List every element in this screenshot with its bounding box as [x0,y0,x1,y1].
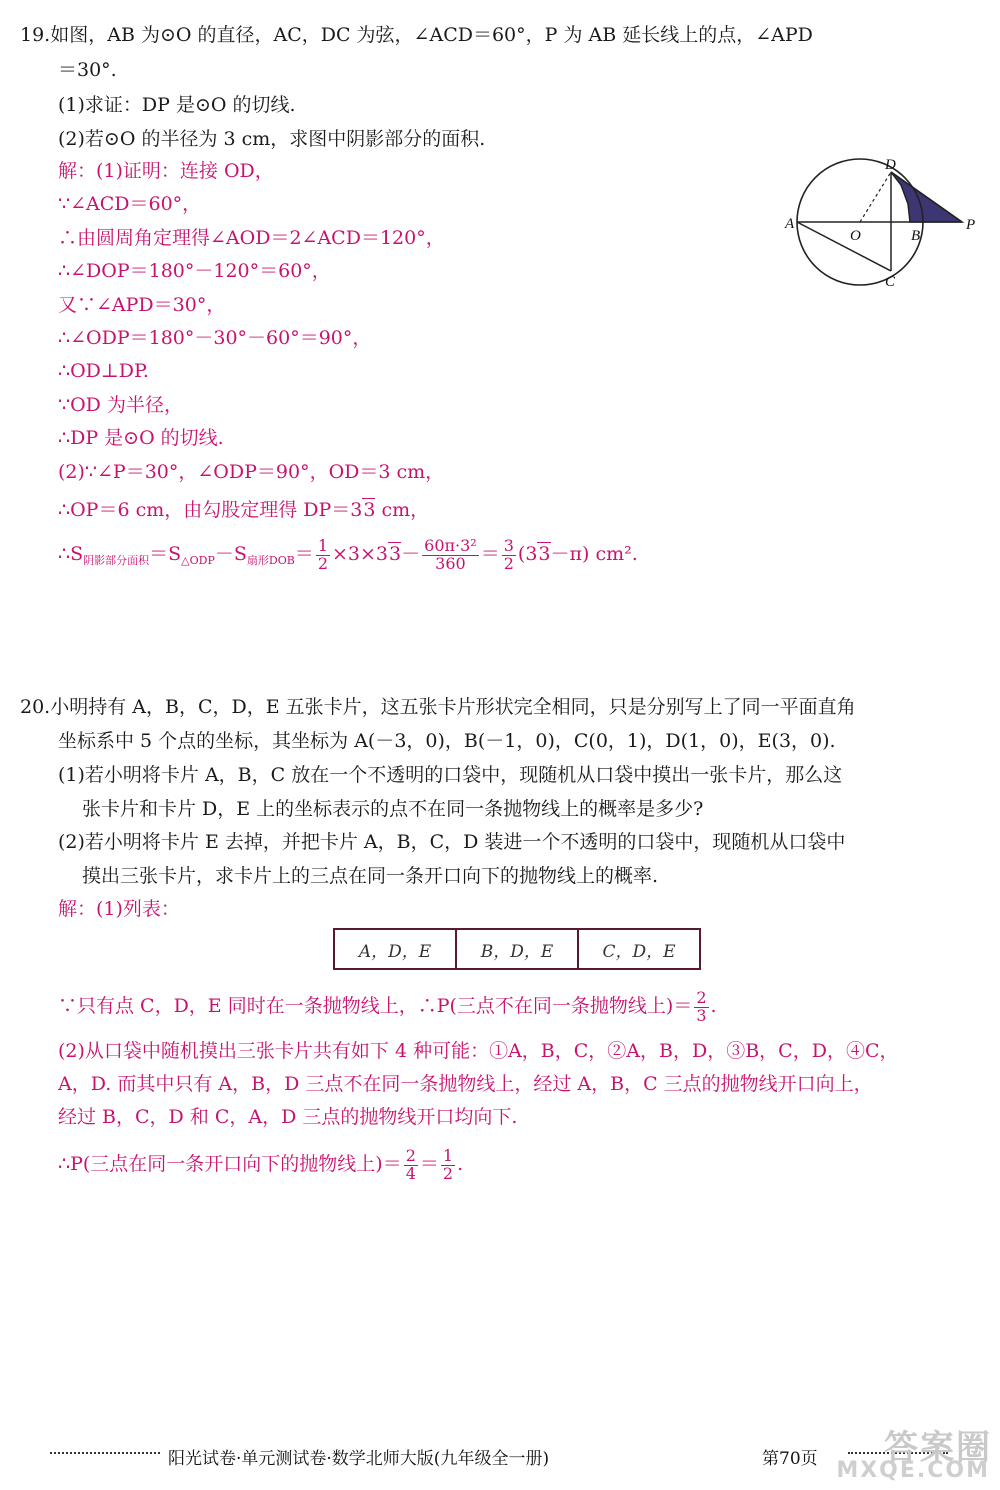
q20-stem-line2: 坐标系中 5 个点的坐标，其坐标为 A(－3，0)，B(－1，0)，C(0，1)，D(1，0)，E(3，0). [58,730,836,752]
q20-because: ∵只有点 C，D，E 同时在一条抛物线上，∴P(三点不在同一条抛物线上)＝ [58,995,693,1017]
table-cell: A，D，E [334,929,456,969]
q19-stem-line1 [20,22,813,48]
label-b: B [911,228,921,244]
q19-part1: (1)求证：DP 是⊙O 的切线. [58,94,296,116]
q19-sol-0: 解：(1)证明：连接 OD， [58,160,274,182]
q20-final-line [58,1144,463,1184]
q20-final-frac1 [404,1145,418,1183]
q19-stem-line2: ＝30°. [58,59,117,81]
area-tail-a: (3 [517,543,538,565]
area-frac1-num: 1 [317,535,328,555]
q19-area-formula [58,534,638,581]
q20-prob-frac [694,987,708,1025]
area-frac2-num: 60π·3² [424,535,477,555]
q20-prob-num: 2 [696,987,707,1007]
area-root: 3 [389,543,402,565]
table-row [334,929,700,969]
q19-sol-6: ∴OD⊥DP. [58,360,149,382]
q20-stem1: 小明持有 A，B，C，D，E 五张卡片，这五张卡片形状完全相同，只是分别写上了同一平面直角 [50,696,856,718]
q20-part2-line1: (2)若小明将卡片 E 去掉，并把卡片 A，B，C，D 装进一个不透明的口袋中，现随机从口袋中 [58,831,846,853]
area-frac3-num: 3 [503,535,514,555]
q20-final-end: . [457,1153,464,1175]
table-cell: C，D，E [578,929,700,969]
chord-ac [797,222,891,271]
watermark-url: MXQE.COM [836,1458,990,1483]
q19-op-line [58,497,429,523]
q20-final-frac2-num: 1 [442,1145,454,1165]
q19-op-root: 3 [363,499,376,521]
q19-op-text: ∴OP＝6 cm，由勾股定理得 DP＝3 [58,499,363,521]
q20-because-line [58,986,717,1026]
q19-sol-3: ∴∠DOP＝180°－120°＝60°， [58,260,331,282]
q20-final-frac2 [441,1145,455,1183]
q20-stem-line1 [20,694,856,720]
label-d: D [885,157,896,173]
q19-sol-8: ∴DP 是⊙O 的切线. [58,427,224,449]
circle-figure [780,152,990,292]
area-frac2-den: 360 [435,553,466,573]
area-frac3-den: 2 [503,553,514,573]
area-frac3 [502,535,516,573]
area-tail-b: －π) cm². [550,543,638,565]
footer-dots-left [50,1452,160,1454]
q19-sol-5: ∴∠ODP＝180°－30°－60°＝90°， [58,327,372,349]
radius-od [860,172,891,222]
q20-sol2-line2: A，D. 而其中只有 A，B，D 三点不在同一条抛物线上，经过 A，B，C 三点的抛物线开口向上， [58,1073,873,1095]
q20-sol-head: 解：(1)列表： [58,898,180,920]
area-sub-shaded: 阴影部分面积 [83,554,150,567]
q20-sol2-line1: (2)从口袋中随机摸出三张卡片共有如下 4 种可能：①A，B，C，②A，B，D，③B，C，D，④C， [58,1040,899,1062]
q20-final-eq: ＝ [419,1153,439,1175]
label-c: C [885,274,896,290]
q19-part2: (2)若⊙O 的半径为 3 cm，求图中阴影部分的面积. [58,128,486,150]
q20-number: 20. [20,696,51,718]
q19-sol-9: (2)∵∠P＝30°，∠ODP＝90°，OD＝3 cm， [58,461,445,483]
area-eq1: ＝S [149,543,182,565]
q20-prob-end: . [710,995,717,1017]
area-frac2 [422,535,479,573]
label-o: O [850,228,861,244]
q20-sol2-line3: 经过 B，C，D 和 C，A，D 三点的抛物线开口均向下. [58,1106,518,1128]
q20-final-frac2-den: 2 [442,1163,454,1183]
q20-part2-line2: 摸出三张卡片，求卡片上的三点在同一条开口向下的抛物线上的概率. [82,865,659,887]
q19-op-tail: cm， [375,499,430,521]
area-minus2: － [401,543,421,565]
area-eq3: ＝ [480,543,500,565]
q20-final-frac1-num: 2 [405,1145,416,1165]
q20-final-lead: ∴P(三点在同一条开口向下的抛物线上)＝ [58,1153,402,1175]
area-tail-root: 3 [538,543,551,565]
q19-sol-2: ∴由圆周角定理得∠AOD＝2∠ACD＝120°， [58,227,445,249]
area-frac1-den: 2 [317,553,328,573]
area-lead: ∴S [58,543,84,565]
q19-sol-1: ∵∠ACD＝60°， [58,193,202,215]
area-sub-sector: 扇形DOB [246,554,295,567]
q20-part1-line1: (1)若小明将卡片 A，B，C 放在一个不透明的口袋中，现随机从口袋中摸出一张卡片，那么这 [58,764,843,786]
watermark-logo: 答案圈 [884,1428,992,1468]
q19-number: 19. [20,24,51,46]
q19-stem1: 如图，AB 为⊙O 的直径，AC，DC 为弦，∠ACD＝60°，P 为 AB 延长线上的点，∠APD [50,24,813,46]
outcome-table [333,928,701,970]
q20-final-frac1-den: 4 [405,1163,416,1183]
area-eq2: ＝ [294,543,314,565]
area-sub-triangle: △ODP [181,554,215,567]
table-cell: B，D，E [456,929,578,969]
q19-sol-7: ∵OD 为半径， [58,394,183,416]
label-a: A [785,216,795,232]
q19-sol-4: 又∵∠APD＝30°， [58,294,226,316]
area-minus: －S [214,543,247,565]
q20-part1-line2: 张卡片和卡片 D，E 上的坐标表示的点不在同一条抛物线上的概率是多少? [82,798,704,820]
area-times: ×3×3 [332,543,389,565]
area-frac1 [316,535,330,573]
footer-page-number: 第70页 [762,1449,818,1469]
footer-title: 阳光试卷·单元测试卷·数学北师大版(九年级全一册) [168,1449,550,1469]
q20-prob-den: 3 [696,1005,707,1025]
label-p: P [966,217,976,233]
